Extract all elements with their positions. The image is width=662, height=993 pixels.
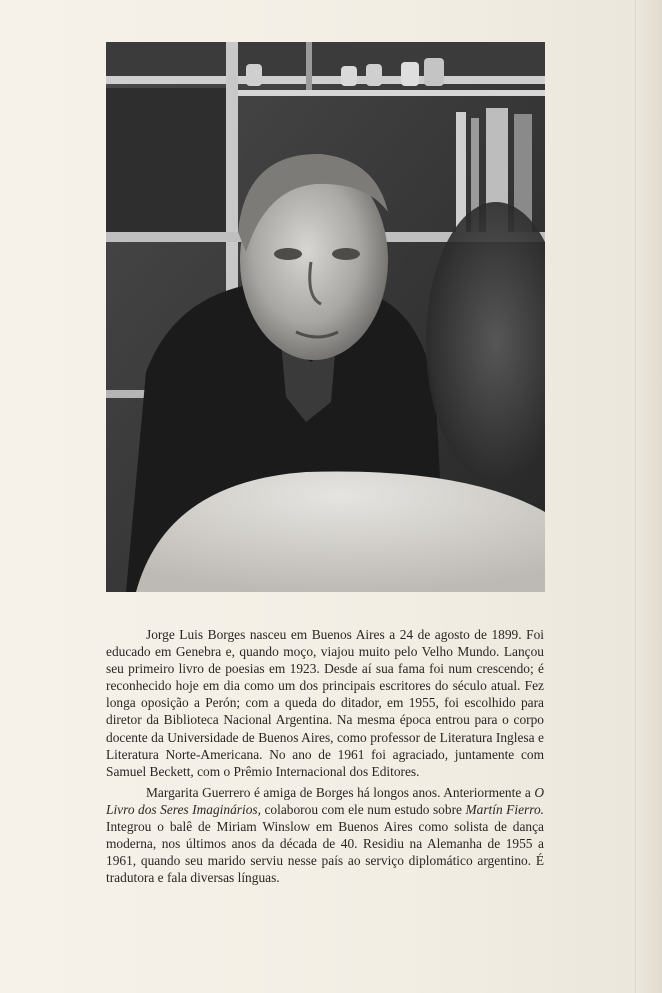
author-portrait-photo — [106, 42, 545, 592]
borges-bio-paragraph: Jorge Luis Borges nasceu em Buenos Aires a 24 de agosto de 1899. Foi educado em Genebra e, quando moço, viajou muito pelo Velho Mundo. Lançou seu primeiro livro de poesias em 1923. Desde aí sua fama foi num crescendo; é reconhecido hoje em dia como um dos principais escritores do século atual. Fez longa oposição a Perón; com a queda do ditador, em 1955, foi escolhido para diretor da Biblioteca Nacional Argentina. Na mesma época entrou para o corpo docente da Universidade de Buenos Aires, como professor de Literatura Inglesa e Literatura Norte-Americana. No ano de 1961 foi agraciado, juntamente com Samuel Beckett, com o Prêmio Internacional dos Editores. — [106, 627, 544, 779]
bio-text-segment: Margarita Guerrero é amiga de Borges há longos anos. Anteriormente a — [146, 784, 535, 800]
book-title: O Livro dos Seres Imaginários, — [106, 784, 544, 817]
bio-text-segment: colaborou com ele num estudo sobre — [260, 801, 466, 817]
author-biography — [106, 626, 544, 890]
book-title: Martín Fierro. — [465, 801, 544, 817]
page-edge — [635, 0, 662, 993]
guerrero-bio-paragraph — [106, 784, 544, 887]
bio-text-segment: Integrou o balê de Miriam Winslow em Buenos Aires como solista de dança moderna, nos últimos anos da década de 40. Residiu na Alemanha de 1955 a 1961, quando seu marido serviu nesse país ao serviço diplomático argentino. É tradutora e fala diversas línguas. — [106, 819, 544, 886]
